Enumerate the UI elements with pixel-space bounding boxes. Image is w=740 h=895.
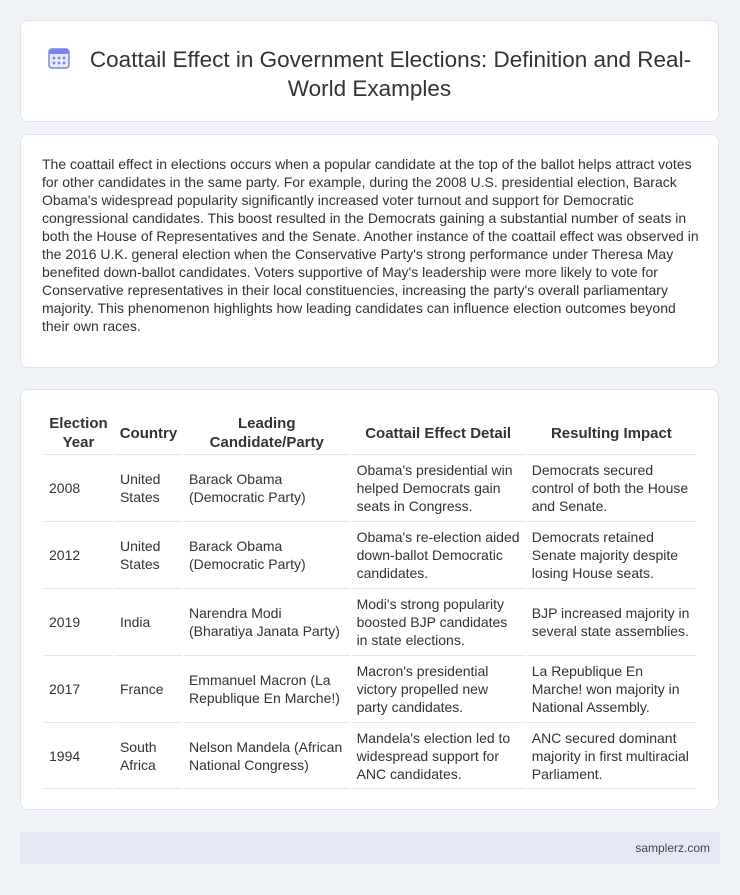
table-row: [44, 588, 696, 655]
intro-paragraph: The coattail effect in elections occurs when a popular candidate at the top of the ballot helps attract votes for other candidates in the same party. For example, during the 2008 U.S. presidential election, Barack Obama's widespread popularity significantly increased voter turnout and support for Democratic congressional candidates. This boost resulted in the Democrats gaining a substantial number of seats in both the House of Representatives and the Senate. Another instance of the coattail effect was observed in the 2016 U.K. general election when the Conservative Party's strong performance under Theresa May benefited down-ballot candidates. Voters supportive of May's leadership were more likely to vote for Conservative representatives in their local constituencies, increasing the party's overall parliamentary majority. This phenomenon highlights how leading candidates can influence election outcomes beyond their own races.: [42, 156, 699, 334]
header-election-year: Election Year: [49, 415, 108, 451]
table-row: [44, 521, 696, 588]
footer-bar: [20, 832, 720, 864]
table-row: [44, 722, 696, 789]
examples-table: [42, 414, 698, 789]
cell-impact: Democrats retained Senate majority despite losing House seats.: [527, 521, 696, 588]
header-country: Country: [119, 424, 178, 442]
cell-impact: BJP increased majority in several state assemblies.: [527, 588, 696, 655]
cell-country: India: [115, 588, 182, 655]
table-row: [44, 655, 696, 722]
cell-detail: Modi's strong popularity boosted BJP candidates in state elections.: [352, 588, 525, 655]
cell-candidate: Emmanuel Macron (La Republique En Marche!): [184, 655, 350, 722]
cell-impact: La Republique En Marche! won majority in National Assembly.: [527, 655, 696, 722]
footer-site-link[interactable]: samplerz.com: [635, 841, 710, 855]
page-title-block: [21, 45, 718, 103]
cell-candidate: Narendra Modi (Bharatiya Janata Party): [184, 588, 350, 655]
cell-country: United States: [115, 454, 182, 521]
title-card: [20, 20, 719, 122]
cell-year: 2019: [44, 588, 113, 655]
calendar-grid-icon: [48, 47, 70, 69]
header-coattail-detail: Coattail Effect Detail: [365, 424, 512, 442]
cell-year: 1994: [44, 722, 113, 789]
cell-year: 2017: [44, 655, 113, 722]
cell-detail: Obama's re-election aided down-ballot Democratic candidates.: [352, 521, 525, 588]
cell-candidate: Nelson Mandela (African National Congress): [184, 722, 350, 789]
cell-detail: Mandela's election led to widespread support for ANC candidates.: [352, 722, 525, 789]
table-header-row: [44, 414, 696, 454]
cell-detail: Obama's presidential win helped Democrats gain seats in Congress.: [352, 454, 525, 521]
cell-detail: Macron's presidential victory propelled new party candidates.: [352, 655, 525, 722]
table-card: [20, 389, 719, 810]
cell-impact: Democrats secured control of both the House and Senate.: [527, 454, 696, 521]
header-resulting-impact: Resulting Impact: [550, 424, 672, 442]
table-row: [44, 454, 696, 521]
cell-candidate: Barack Obama (Democratic Party): [184, 454, 350, 521]
cell-impact: ANC secured dominant majority in first multiracial Parliament.: [527, 722, 696, 789]
header-leading-candidate: Leading Candidate/Party: [209, 415, 324, 451]
cell-year: 2012: [44, 521, 113, 588]
cell-country: South Africa: [115, 722, 182, 789]
intro-card: [20, 134, 719, 368]
cell-candidate: Barack Obama (Democratic Party): [184, 521, 350, 588]
cell-year: 2008: [44, 454, 113, 521]
cell-country: United States: [115, 521, 182, 588]
cell-country: France: [115, 655, 182, 722]
page-title: Coattail Effect in Government Elections: Definition and Real-World Examples: [89, 47, 692, 101]
